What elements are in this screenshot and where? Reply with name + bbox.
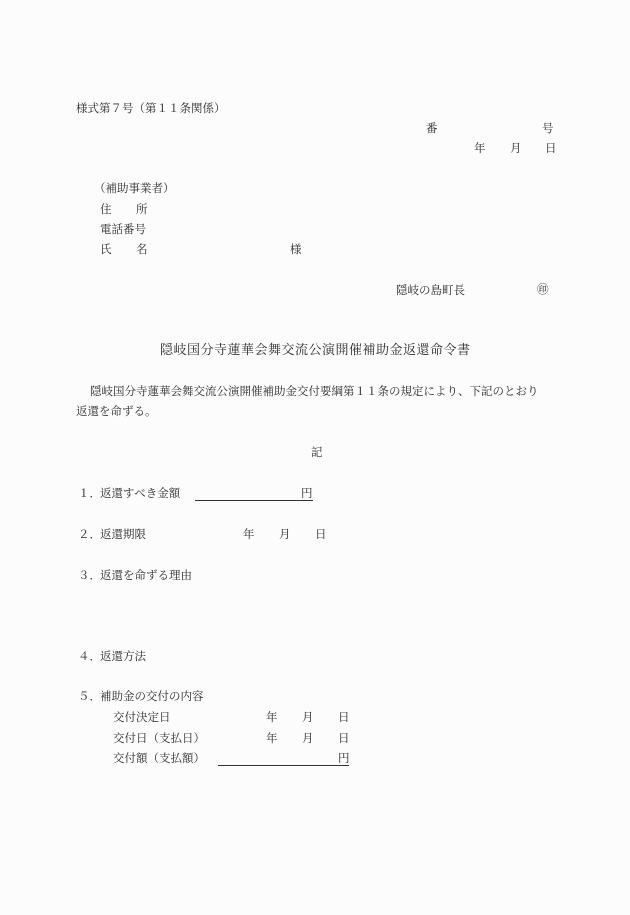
issue-date-year: 年 bbox=[474, 141, 486, 155]
item2-year: 年 bbox=[243, 527, 255, 541]
item1-unit: 円 bbox=[301, 486, 313, 500]
ki-marker: 記 bbox=[311, 445, 323, 459]
issuer-title: 隠岐の島町長 bbox=[396, 283, 465, 297]
item1-label: 返還すべき金額 bbox=[100, 486, 181, 500]
phone-label: 電話番号 bbox=[100, 222, 146, 236]
body-line-2: 返還を命ずる。 bbox=[76, 404, 157, 418]
item2-number: ２． bbox=[78, 527, 101, 541]
address-label-2: 所 bbox=[136, 202, 148, 216]
body-line-1: 隠岐国分寺蓮華会舞交流公演開催補助金交付要綱第１１条の規定により、下記のとおり bbox=[90, 384, 539, 398]
item5-label: 補助金の交付の内容 bbox=[100, 689, 204, 703]
decision-date-month: 月 bbox=[302, 710, 314, 724]
document-number-prefix: 番 bbox=[426, 121, 438, 135]
recipient-heading: （補助事業者） bbox=[94, 181, 175, 195]
decision-date-day: 日 bbox=[338, 710, 350, 724]
item2-label: 返還期限 bbox=[100, 527, 146, 541]
form-number: 様式第７号（第１１条関係） bbox=[76, 101, 226, 115]
item4-number: ４． bbox=[78, 649, 101, 663]
item4-label: 返還方法 bbox=[100, 649, 146, 663]
payment-amount-label: 交付額（支払額） bbox=[113, 751, 205, 765]
item2-day: 日 bbox=[315, 527, 327, 541]
payment-date-month: 月 bbox=[302, 731, 314, 745]
address-label-1: 住 bbox=[100, 202, 112, 216]
name-label-2: 名 bbox=[136, 242, 148, 256]
seal-icon: ㊞ bbox=[537, 282, 549, 296]
item2-month: 月 bbox=[279, 527, 291, 541]
item3-label: 返還を命ずる理由 bbox=[100, 568, 192, 582]
payment-amount-unit: 円 bbox=[338, 751, 350, 765]
payment-date-year: 年 bbox=[266, 731, 278, 745]
decision-date-label: 交付決定日 bbox=[113, 710, 171, 724]
name-label-1: 氏 bbox=[100, 242, 112, 256]
honorific: 様 bbox=[290, 242, 302, 256]
item3-number: ３． bbox=[78, 568, 101, 582]
item1-amount-field[interactable] bbox=[195, 500, 313, 501]
item5-number: ５． bbox=[78, 689, 101, 703]
payment-date-label: 交付日（支払日） bbox=[113, 731, 205, 745]
issue-date-month: 月 bbox=[510, 141, 522, 155]
issue-date-day: 日 bbox=[545, 141, 557, 155]
document-title: 隠岐国分寺蓮華会舞交流公演開催補助金返還命令書 bbox=[160, 343, 471, 358]
document-number-suffix: 号 bbox=[542, 121, 554, 135]
decision-date-year: 年 bbox=[266, 710, 278, 724]
payment-amount-field[interactable] bbox=[218, 765, 349, 766]
item1-number: １． bbox=[78, 486, 101, 500]
payment-date-day: 日 bbox=[338, 731, 350, 745]
